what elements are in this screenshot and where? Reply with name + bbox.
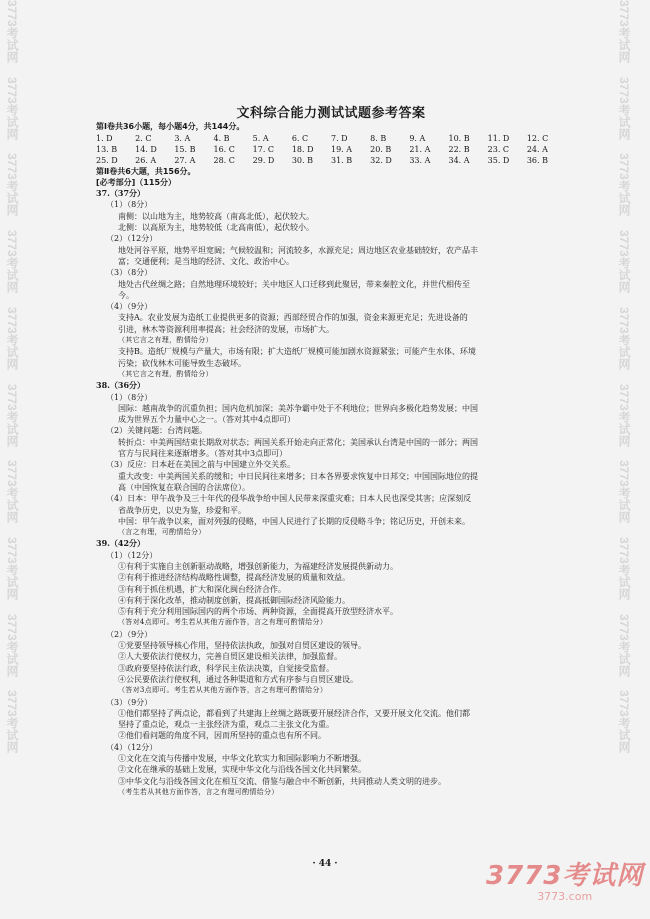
q37-note: （其它言之有理，酌情给分） [118, 336, 213, 345]
part1-header: 第Ⅰ卷共36小题，每小题4分，共144分。 [96, 122, 245, 132]
q37-header: 37.（37分） [96, 188, 146, 199]
required-part-header: [必考部分]（115分） [96, 177, 177, 187]
q38-part4-line: 省战争历史，以史为鉴，珍爱和平。 [118, 505, 246, 515]
q37-part1-label: （1）（8分） [106, 200, 153, 210]
mc-answer: 24. A [526, 144, 548, 154]
mc-answer: 33. A [409, 155, 431, 165]
q38-part4-line: 中国：甲午战争以来，面对列强的侵略，中国人民进行了长期的反侵略斗争；铭记历史，开创未来。 [118, 516, 470, 526]
mc-answer: 30. B [291, 155, 313, 165]
q39-part4-label: （4）（12分） [106, 742, 158, 752]
q38-note: （言之有理，可酌情给分） [118, 528, 206, 537]
mc-answer: 6. C [291, 133, 309, 143]
mc-answer: 14. D [135, 144, 157, 154]
mc-answer: 31. B [331, 155, 353, 165]
q38-part1-line: 成为世界五个力量中心之一。（答对其中4点即可） [118, 415, 296, 425]
mc-answer: 26. A [135, 155, 157, 165]
q38-part1-line: 国际：越南战争的沉重负担；国内危机加深；美苏争霸中处于不利地位；世界向多极化趋势发展；中国 [118, 403, 478, 413]
q39-part2-label: （2）（9分） [106, 629, 153, 639]
q37-part3-line: 地处古代丝绸之路；自然地理环境较好；关中地区人口迁移到此聚居，带来秦腔文化，并世代相传至 [118, 279, 470, 289]
q39-part3-line: ②他们看问题的角度不同，因而所坚持的重点也有所不同。 [118, 731, 326, 741]
mc-answer: 32. D [370, 155, 392, 165]
q39-part3-line: ①他们都坚持了两点论，都看到了共建海上丝绸之路既要开展经济合作，又要开展文化交流。他们都 [118, 708, 470, 718]
mc-answer: 9. A [409, 133, 426, 143]
mc-answer: 11. D [487, 133, 510, 143]
mc-answer: 12. C [526, 133, 549, 143]
q37-part2-line: 地处河谷平原，地势平坦宽阔；气候较温和；河流较多，水源充足；周边地区农业基础较好，农产品丰 [118, 245, 478, 255]
mc-answer: 22. B [448, 144, 470, 154]
q37-part2-line: 富；交通便利；是当地的经济、文化、政治中心。 [118, 256, 294, 266]
logo-text: 3773考试网 [486, 861, 644, 891]
site-logo[interactable] [486, 855, 643, 903]
mc-answer: 1. D [96, 133, 113, 143]
q39-part4-line: ①文化在交流与传播中发展，中华文化软实力和国际影响力不断增强。 [118, 754, 366, 764]
mc-answer: 8. B [370, 133, 387, 143]
mc-answer: 17. C [252, 144, 275, 154]
q39-part1-label: （1）（12分） [106, 550, 158, 560]
mc-answer: 25. D [96, 155, 118, 165]
q38-part3-line: 高（中国恢复在联合国的合法席位）。 [118, 482, 250, 492]
q39-part2-line: ④公民要依法行使权利，通过各种渠道和方式有序参与自贸区建设。 [118, 674, 358, 684]
q37-part4-line: 引进，林木等资源利用率提高；社会经济的发展，市场扩大。 [118, 324, 334, 334]
q39-note: （考生若从其他方面作答，言之有理可酌情给分） [118, 787, 279, 796]
answer-sheet [96, 108, 566, 798]
mc-answer-grid [96, 133, 566, 166]
page-number: · 44 · [312, 859, 338, 869]
q38-part2-label: （2）关键问题：台湾问题。 [106, 426, 208, 436]
mc-answer: 29. D [252, 155, 275, 165]
q37-part4-label: （4）（9分） [106, 302, 153, 312]
mc-answer: 2. C [135, 133, 152, 143]
q37-part3-label: （3）（8分） [106, 268, 153, 278]
q39-part2-line: ①党要坚持领导核心作用，坚持依法执政，加强对自贸区建设的领导。 [118, 641, 366, 651]
q38-header: 38.（36分） [96, 380, 146, 391]
mc-answer: 18. D [291, 144, 314, 154]
q39-part3-line: 坚持了重点论，观点一主张经济为重，观点二主张文化为重。 [118, 720, 334, 730]
q39-part1-line: ③有利于抓住机遇，扩大和深化闽台经济合作。 [118, 584, 286, 594]
q37-part2-label: （2）（12分） [106, 234, 158, 244]
part2-header: 第Ⅱ卷共6大题，共156分。 [96, 166, 196, 176]
mc-answer: 23. C [487, 144, 510, 154]
q39-part4-line: ③中华文化与沿线各国文化在相互交流、借鉴与融合中不断创新，共同推动人类文明的进步。 [118, 776, 446, 786]
mc-answer: 19. A [331, 144, 353, 154]
q37-part4-line: 支持A。农业发展为造纸工业提供更多的资源；西部经贸合作的加强，资金来源更充足；先进设备的 [118, 313, 468, 323]
q37-part1-line: 南侧：以山地为主，地势较高（南高北低），起伏较大。 [118, 211, 314, 221]
q38-part1-label: （1）（8分） [106, 392, 153, 402]
mc-answer: 21. A [409, 144, 431, 154]
watermark-left: 3773考试网 3773考试网 3773考试网 3773考试网 3773考试网 3773考试网 3773考试网 3773考试网 3773考试网 3773考试网 [5, 0, 19, 754]
watermark-right: 3773考试网 3773考试网 3773考试网 3773考试网 3773考试网 3773考试网 3773考试网 3773考试网 3773考试网 3773考试网 [617, 0, 631, 754]
mc-answer: 15. B [174, 144, 196, 154]
mc-answer: 28. C [213, 155, 235, 165]
mc-answer: 20. B [370, 144, 392, 154]
mc-answer: 5. A [252, 133, 269, 143]
mc-answer: 10. B [448, 133, 470, 143]
q38-part2-line: 官方与民间往来逐渐增多。（答对其中3点即可） [118, 449, 288, 459]
q37-part1-line: 北侧：以高原为主，地势较低（北高南低），起伏较小。 [118, 223, 314, 233]
page-title: 文科综合能力测试试题参考答案 [236, 106, 426, 121]
mc-answer: 7. D [331, 133, 348, 143]
q39-part4-line: ②文化在继承的基础上发展，实现中华文化与沿线各国文化共同繁荣。 [118, 765, 366, 775]
mc-answer: 4. B [213, 133, 230, 143]
q39-part2-line: ③政府要坚持依法行政，科学民主依法决策，自觉接受监督。 [118, 663, 334, 673]
q39-note: （答对4点即可。考生若从其他方面作答，言之有理可酌情给分） [118, 618, 328, 627]
q39-part1-line: ①有利于实施自主创新驱动战略，增强创新能力，为福建经济发展提供新动力。 [118, 561, 398, 571]
q39-part1-line: ⑤有利于充分利用国际国内的两个市场、两种资源，全面提高开放型经济水平。 [118, 607, 398, 617]
q38-part3-label: （3）反应：日本赶在美国之前与中国建立外交关系。 [106, 460, 296, 470]
mc-answer: 34. A [448, 155, 470, 165]
mc-answer: 16. C [213, 144, 235, 154]
q39-header: 39.（42分） [96, 538, 146, 549]
q38-part2-line: 转折点：中美两国结束长期敌对状态；两国关系开始走向正常化；美国承认台湾是中国的一部分；两国 [118, 437, 478, 447]
q38-part4-label: （4）日本：甲午战争及三十年代的侵华战争给中国人民带来深重灾难；日本人民也深受其害；应深刻反 [106, 494, 472, 504]
q39-part3-label: （3）（9分） [106, 697, 153, 707]
q39-part1-line: ④有利于深化改革，推动制度创新，提高抵御国际经济风险能力。 [118, 595, 350, 605]
mc-answer: 27. A [174, 155, 196, 165]
q37-part4-line: 支持B。造纸厂规模与产量大，市场有限；扩大造纸厂规模可能加剧水资源紧张；可能产生水体、环境 [118, 347, 476, 357]
mc-answer: 35. D [487, 155, 510, 165]
q39-part1-line: ②有利于推进经济结构战略性调整，提高经济发展的质量和效益。 [118, 573, 350, 583]
q37-part4-line: 污染；砍伐林木可能导致生态破坏。 [118, 358, 246, 368]
mc-answer: 36. B [526, 155, 548, 165]
q39-note: （答对3点即可。考生若从其他方面作答，言之有理可酌情给分） [118, 686, 328, 695]
q37-note: （其它言之有理，酌情给分） [118, 369, 213, 378]
q38-part3-line: 重大改变：中美两国关系的缓和；中日民间往来增多；日本各界要求恢复中日邦交；中国国际地位的提 [118, 471, 478, 481]
mc-answer: 3. A [174, 133, 191, 143]
q37-part3-line: 今。 [118, 290, 134, 300]
q39-part2-line: ②人大要依法行使权力，完善自贸区建设相关法律，加强监督。 [118, 652, 342, 662]
mc-answer: 13. B [96, 144, 118, 154]
logo-url: 3773.com [537, 890, 593, 903]
